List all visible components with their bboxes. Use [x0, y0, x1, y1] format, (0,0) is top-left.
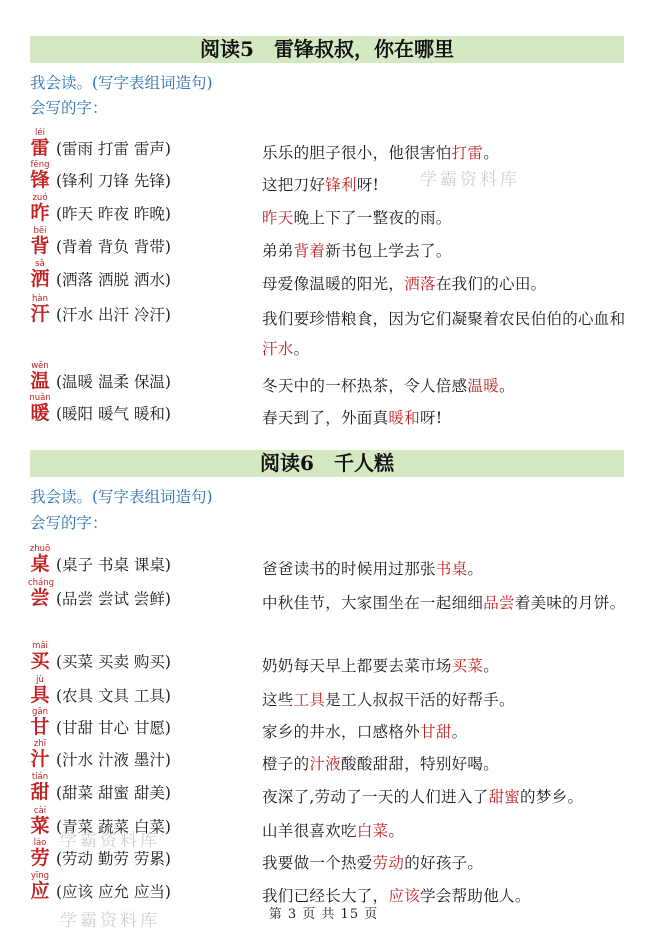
character: 尝 — [30, 587, 50, 609]
sentence-part: 呀! — [420, 409, 443, 427]
example-sentence — [262, 717, 626, 747]
highlighted-word: 工具 — [293, 691, 326, 709]
pinyin: gān — [32, 707, 48, 717]
character: 应 — [30, 880, 50, 902]
word-group: (买菜 买卖 购买) — [56, 653, 171, 671]
character: 汁 — [30, 748, 50, 770]
example-sentence — [262, 588, 626, 618]
sentence-part: 晚上下了一整夜的雨。 — [293, 209, 452, 227]
sentence-part: 爸爸读书的时候用过那张 — [262, 560, 436, 578]
pinyin: cháng — [28, 578, 55, 588]
word-group: (汗水 出汗 冷汗) — [56, 306, 171, 324]
character: 菜 — [30, 815, 50, 837]
character: 劳 — [30, 847, 50, 869]
sentence-part: 。 — [467, 560, 484, 578]
pinyin: jù — [36, 675, 44, 685]
highlighted-word: 应该 — [388, 887, 421, 905]
word-group: (劳动 勤劳 劳累) — [56, 850, 171, 868]
sentence-part: 冬天中的一杯热茶，令人倍感 — [262, 377, 468, 395]
pinyin: wēn — [31, 361, 49, 371]
example-sentence — [262, 749, 626, 779]
highlighted-word: 甜蜜 — [488, 788, 521, 806]
sentence-part: 奶奶每天早上都要去菜市场 — [262, 657, 452, 675]
sentence-part: 。 — [483, 144, 500, 162]
highlighted-word: 品尝 — [483, 594, 515, 612]
sentence-part: 夜深了,劳动了一天的人们进入了 — [262, 788, 489, 806]
pinyin: cài — [33, 806, 47, 816]
highlighted-word: 暖和 — [388, 409, 421, 427]
pinyin: sǎ — [35, 259, 45, 269]
example-sentence — [262, 269, 626, 299]
sentence-part: 家乡的井水，口感格外 — [262, 723, 421, 741]
example-sentence — [262, 138, 626, 168]
example-sentence — [262, 651, 626, 681]
sentence-part: 中秋佳节，大家围坐在一起细细 — [262, 594, 484, 612]
sentence-part: 学会帮助他人。 — [420, 887, 531, 905]
word-group: (洒落 洒脱 洒水) — [56, 271, 171, 289]
sentence-part: 。 — [483, 657, 500, 675]
example-sentence — [262, 403, 626, 433]
pinyin: fēng — [30, 160, 50, 170]
highlighted-word: 劳动 — [372, 854, 405, 872]
word-group: (农具 文具 工具) — [56, 687, 171, 705]
example-sentence — [262, 554, 626, 584]
section-label-1: 会写的字： — [30, 99, 108, 117]
highlighted-word: 汁液 — [309, 755, 342, 773]
example-sentence — [262, 304, 626, 364]
pinyin: léi — [35, 128, 45, 138]
highlighted-word: 白菜 — [356, 822, 389, 840]
character: 暖 — [30, 402, 50, 424]
character: 锋 — [30, 169, 50, 191]
sentence-part: 山羊很喜欢吃 — [262, 822, 357, 840]
highlighted-word: 汗水 — [262, 340, 294, 358]
example-sentence — [262, 685, 626, 715]
sentence-part: 母爱像温暖的阳光， — [262, 275, 405, 293]
word-group: (锋利 刀锋 先锋) — [56, 172, 171, 190]
example-sentence — [262, 236, 626, 266]
sentence-part: 的梦乡。 — [520, 788, 584, 806]
character: 雷 — [30, 137, 50, 159]
highlighted-word: 甘甜 — [420, 723, 452, 741]
sentence-part: 着美味的月饼。 — [514, 594, 626, 612]
sentence-part: 酸酸甜甜，特别好喝。 — [341, 755, 500, 773]
word-group: (温暖 温柔 保温) — [56, 373, 171, 391]
section-label-2: 会写的字： — [30, 514, 108, 532]
character: 汗 — [30, 303, 50, 325]
sentence-part: 。 — [451, 723, 468, 741]
word-group: (雷雨 打雷 雷声) — [56, 140, 171, 158]
sentence-part: 。 — [388, 822, 405, 840]
sentence-part: 橙子的 — [262, 755, 310, 773]
watermark: 学霸资料库 — [60, 911, 160, 931]
word-group: (汁水 汁液 墨汁) — [56, 751, 171, 769]
sentence-part: 。 — [293, 340, 310, 358]
character: 买 — [30, 650, 50, 672]
highlighted-word: 背着 — [293, 242, 326, 260]
character: 温 — [30, 370, 50, 392]
pinyin: tián — [31, 772, 49, 782]
word-group: (青菜 蔬菜 白菜) — [56, 818, 171, 836]
sentence-part: 呀! — [356, 176, 380, 194]
pinyin: bēi — [33, 226, 47, 236]
character: 甜 — [30, 781, 50, 803]
page-number-footer: 第 3 页 共 15 页 — [268, 907, 379, 922]
word-group: (应该 应允 应当) — [56, 883, 171, 901]
section-title-banner-1: 阅读5 雷锋叔叔，你在哪里 — [30, 36, 624, 63]
pinyin: láo — [33, 838, 47, 848]
sentence-part: 新书包上学去了。 — [325, 242, 452, 260]
sentence-part: 这把刀好 — [262, 176, 326, 194]
pinyin: zhī — [33, 739, 47, 749]
pinyin: zhuō — [29, 544, 51, 554]
word-group: (桌子 书桌 课桌) — [56, 556, 171, 574]
highlighted-word: 昨天 — [262, 209, 294, 227]
highlighted-word: 洒落 — [404, 275, 436, 293]
highlighted-word: 温暖 — [467, 377, 500, 395]
sentence-part: 我要做一个热爱 — [262, 854, 373, 872]
highlighted-word: 打雷 — [451, 144, 484, 162]
example-sentence — [262, 203, 626, 233]
pinyin: hàn — [32, 294, 48, 304]
sentence-part: 的好孩子。 — [404, 854, 484, 872]
character: 桌 — [30, 553, 50, 575]
highlighted-word: 书桌 — [435, 560, 468, 578]
example-sentence — [262, 848, 626, 878]
sentence-part: 春天到了，外面真 — [262, 409, 389, 427]
pinyin: mǎi — [32, 641, 48, 651]
sentence-part: 在我们的心田。 — [435, 275, 547, 293]
sentence-part: 弟弟 — [262, 242, 294, 260]
character: 背 — [30, 235, 50, 257]
example-sentence — [262, 782, 626, 812]
word-group: (品尝 尝试 尝鲜) — [56, 590, 171, 608]
word-group: (甜菜 甜蜜 甜美) — [56, 784, 171, 802]
highlighted-word: 买菜 — [451, 657, 484, 675]
word-group: (昨天 昨夜 昨晚) — [56, 205, 171, 223]
word-group: (暖阳 暖气 暖和) — [56, 405, 171, 423]
word-group: (甘甜 甘心 甘愿) — [56, 719, 171, 737]
watermark: 学霸资料库 — [60, 831, 160, 851]
sentence-part: 这些 — [262, 691, 294, 709]
pinyin: nuǎn — [29, 393, 51, 403]
sentence-part: 我们已经长大了， — [262, 887, 389, 905]
character: 具 — [30, 684, 50, 706]
sentence-part: 是工人叔叔干活的好帮手。 — [325, 691, 515, 709]
section-subtitle-1: 我会读。(写字表组词造句) — [30, 74, 213, 92]
watermark: 学霸资料库 — [420, 170, 520, 190]
sentence-part: 乐乐的胆子很小，他很害怕 — [262, 144, 452, 162]
example-sentence — [262, 371, 626, 401]
character: 昨 — [30, 202, 50, 224]
pinyin: zuó — [32, 193, 48, 203]
highlighted-word: 锋利 — [325, 176, 357, 194]
sentence-part: 我们要珍惜粮食，因为它们凝聚着农民伯伯的心血和 — [262, 310, 626, 328]
word-group: (背着 背负 背带) — [56, 238, 171, 256]
example-sentence — [262, 816, 626, 846]
character: 甘 — [30, 716, 50, 738]
sentence-part: 。 — [499, 377, 515, 395]
pinyin: yīng — [30, 871, 50, 881]
section-title-banner-2: 阅读6 千人糕 — [30, 450, 624, 477]
section-subtitle-2: 我会读。(写字表组词造句) — [30, 488, 213, 506]
character: 洒 — [30, 268, 50, 290]
